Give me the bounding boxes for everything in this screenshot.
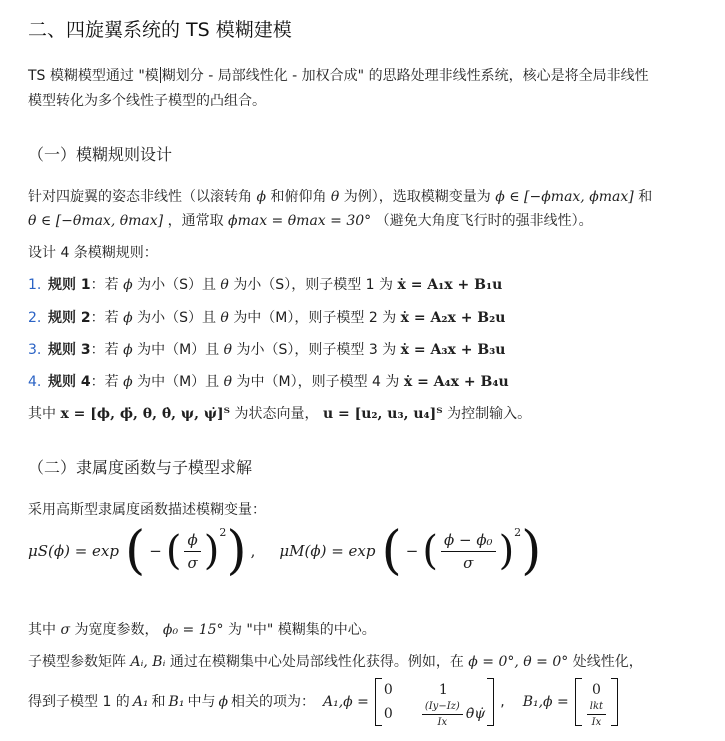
text-cursor xyxy=(160,67,161,83)
text: 中与 xyxy=(187,694,216,710)
math-max-angle: ϕmax = θmax = 30° xyxy=(228,213,372,229)
text: ：若 xyxy=(90,374,119,390)
text: ：若 xyxy=(90,277,119,293)
math-submodel: ẋ = A₁x + B₁u xyxy=(397,277,503,293)
text: 为中（M）且 xyxy=(137,374,220,390)
math-theta: θ xyxy=(330,189,340,205)
math-control-vector: u = [u₂, u₃, u₄]ᵀ xyxy=(322,406,443,422)
text: 和 xyxy=(638,189,653,205)
fraction-denominator: σ xyxy=(463,553,474,572)
text: ，通常取 xyxy=(167,213,224,229)
text: 为小（S）且 xyxy=(137,277,216,293)
matrix-row xyxy=(384,678,485,702)
math-phi: ϕ xyxy=(123,374,133,390)
text: 相关的项为： xyxy=(231,694,315,710)
rule-item xyxy=(28,275,502,295)
text: 其中 xyxy=(28,406,56,422)
text: ：若 xyxy=(90,310,119,326)
gaussian-intro: 采用高斯型隶属度函数描述模糊变量： xyxy=(28,502,266,518)
math-minus: − xyxy=(149,542,162,560)
matrix-cell: 0 xyxy=(383,682,393,698)
math-operating-point: ϕ = 0°, θ = 0° xyxy=(468,654,569,670)
paren-close-icon: ) xyxy=(203,528,220,574)
section-1-para-line-2 xyxy=(28,211,593,231)
math-exponent: 2 xyxy=(514,526,522,539)
rule-label: 规则 4 xyxy=(48,374,91,390)
text: 为中（M），则子模型 4 为 xyxy=(236,374,400,390)
math-a1-phi-label: A₁,ϕ = xyxy=(323,694,369,710)
intro-line-1 xyxy=(28,66,649,86)
math-mu-m: μM(ϕ) = exp xyxy=(279,542,376,560)
text: 为控制输入。 xyxy=(447,406,532,422)
rule-item xyxy=(28,308,505,328)
matrix-a1-phi xyxy=(375,678,494,726)
text: 处线性化， xyxy=(572,654,643,670)
text: 为小（S）且 xyxy=(137,310,216,326)
linearization-line-2 xyxy=(28,677,618,727)
text: 和 xyxy=(151,694,166,710)
rule-label: 规则 1 xyxy=(48,277,91,293)
rule-label: 规则 2 xyxy=(48,310,91,326)
math-rates: θ̇ψ̇ xyxy=(465,706,486,722)
math-theta: θ xyxy=(223,374,233,390)
math-theta: θ xyxy=(223,342,233,358)
rule-number: 4. xyxy=(28,374,42,390)
membership-equation xyxy=(28,520,541,582)
math-minus: − xyxy=(405,542,419,560)
math-phi: ϕ xyxy=(123,277,133,293)
math-phi0: ϕ₀ = 15° xyxy=(162,622,224,638)
text: 为例），选取模糊变量为 xyxy=(343,189,491,205)
rule-number: 2. xyxy=(28,310,42,326)
text: 通过在模糊集中心处局部线性化获得。例如，在 xyxy=(169,654,464,670)
text: ：若 xyxy=(90,342,119,358)
matrix-row xyxy=(584,678,609,702)
fraction-phi-sigma xyxy=(184,531,200,572)
section-2-title: （二）隶属度函数与子模型求解 xyxy=(28,458,253,477)
math-b1-phi-label: B₁,ϕ = xyxy=(522,694,569,710)
math-mu-s: μS(ϕ) = exp xyxy=(28,542,119,560)
text: （避免大角度飞行时的强非线性）。 xyxy=(375,213,593,229)
math-b1: B₁ xyxy=(168,694,185,710)
matrix-b1-phi xyxy=(575,678,618,726)
fraction-denominator: Ix xyxy=(591,716,602,728)
sigma-line xyxy=(28,620,376,640)
paren-open-icon: ( xyxy=(422,528,438,574)
text: 为宽度参数， xyxy=(74,622,159,638)
math-phi: ϕ xyxy=(123,342,133,358)
rule-number: 3. xyxy=(28,342,42,358)
paren-open-icon: ( xyxy=(165,528,182,574)
math-theta: θ xyxy=(220,277,229,293)
matrix-cell: 0 xyxy=(591,682,601,698)
matrix-cell: 1 xyxy=(438,682,448,698)
fraction-inertia xyxy=(422,701,463,728)
text: 为中（M），则子模型 2 为 xyxy=(233,310,397,326)
math-phi: ϕ xyxy=(123,310,133,326)
math-theta-range: θ ∈ [−θmax, θmax] xyxy=(28,213,164,229)
rules-intro: 设计 4 条模糊规则： xyxy=(28,245,158,261)
text: 其中 xyxy=(28,622,56,638)
rule-number: 1. xyxy=(28,277,42,293)
fraction-numerator: (Iy−Iz) xyxy=(422,701,463,715)
math-ai-bi: Aᵢ, Bᵢ xyxy=(130,654,166,670)
section-1-para-line-1 xyxy=(28,187,652,207)
text: 为 "中" 模糊集的中心。 xyxy=(227,622,376,638)
matrix-row xyxy=(584,702,609,726)
linearization-line-1 xyxy=(28,652,643,672)
text: 为小（S），则子模型 3 为 xyxy=(236,342,397,358)
text: 和俯仰角 xyxy=(270,189,327,205)
math-theta: θ xyxy=(220,310,229,326)
paren-open-icon: ( xyxy=(125,521,146,581)
math-phi: ϕ xyxy=(256,189,266,205)
math-sigma: σ xyxy=(60,622,71,638)
math-state-vector: x = [ϕ, ϕ̇, θ, θ̇, ψ, ψ̇]ᵀ xyxy=(60,406,231,422)
rule-item xyxy=(28,340,505,360)
math-submodel: ẋ = A₄x + B₄u xyxy=(403,374,509,390)
fraction-denominator: σ xyxy=(187,553,198,572)
paren-close-icon: ) xyxy=(521,521,542,581)
fraction-thrust xyxy=(587,701,606,728)
fraction-numerator: lkt xyxy=(587,701,606,715)
math-submodel: ẋ = A₃x + B₃u xyxy=(400,342,506,358)
math-phi: ϕ xyxy=(218,694,228,710)
fraction-phi-shifted xyxy=(441,531,496,572)
text: 为中（M）且 xyxy=(137,342,220,358)
state-vector-line xyxy=(28,404,531,424)
math-exponent: 2 xyxy=(219,526,227,539)
fraction-numerator: ϕ − ϕ₀ xyxy=(441,531,496,552)
text: 得到子模型 1 的 xyxy=(28,694,130,710)
matrix-cell xyxy=(419,701,485,728)
paren-open-icon: ( xyxy=(381,521,402,581)
paren-close-icon: ) xyxy=(226,521,247,581)
fraction-denominator: Ix xyxy=(437,716,448,728)
math-a1: A₁ xyxy=(132,694,149,710)
intro-text-b: 糊划分 - 局部线性化 - 加权合成" 的思路处理非线性系统，核心是将全局非线性 xyxy=(161,68,649,84)
section-1-title: （一）模糊规则设计 xyxy=(28,145,173,164)
fraction-numerator: ϕ xyxy=(184,531,200,552)
text: 子模型参数矩阵 xyxy=(28,654,126,670)
paren-close-icon: ) xyxy=(498,528,515,574)
rule-item xyxy=(28,372,509,392)
math-comma: , xyxy=(250,542,256,560)
page-title: 二、四旋翼系统的 TS 模糊建模 xyxy=(28,19,292,41)
intro-text-a: TS 模糊模型通过 "模 xyxy=(28,68,159,84)
intro-line-2: 模型转化为多个线性子模型的凸组合。 xyxy=(28,93,266,109)
math-submodel: ẋ = A₂x + B₂u xyxy=(400,310,506,326)
matrix-row xyxy=(384,702,485,726)
matrix-cell: 0 xyxy=(383,706,393,722)
text: 为小（S），则子模型 1 为 xyxy=(233,277,394,293)
text: 为状态向量， xyxy=(234,406,319,422)
text: 针对四旋翼的姿态非线性（以滚转角 xyxy=(28,189,252,205)
math-phi-range: ϕ ∈ [−ϕmax, ϕmax] xyxy=(495,189,634,205)
rule-label: 规则 3 xyxy=(48,342,91,358)
math-comma: , xyxy=(500,694,505,710)
